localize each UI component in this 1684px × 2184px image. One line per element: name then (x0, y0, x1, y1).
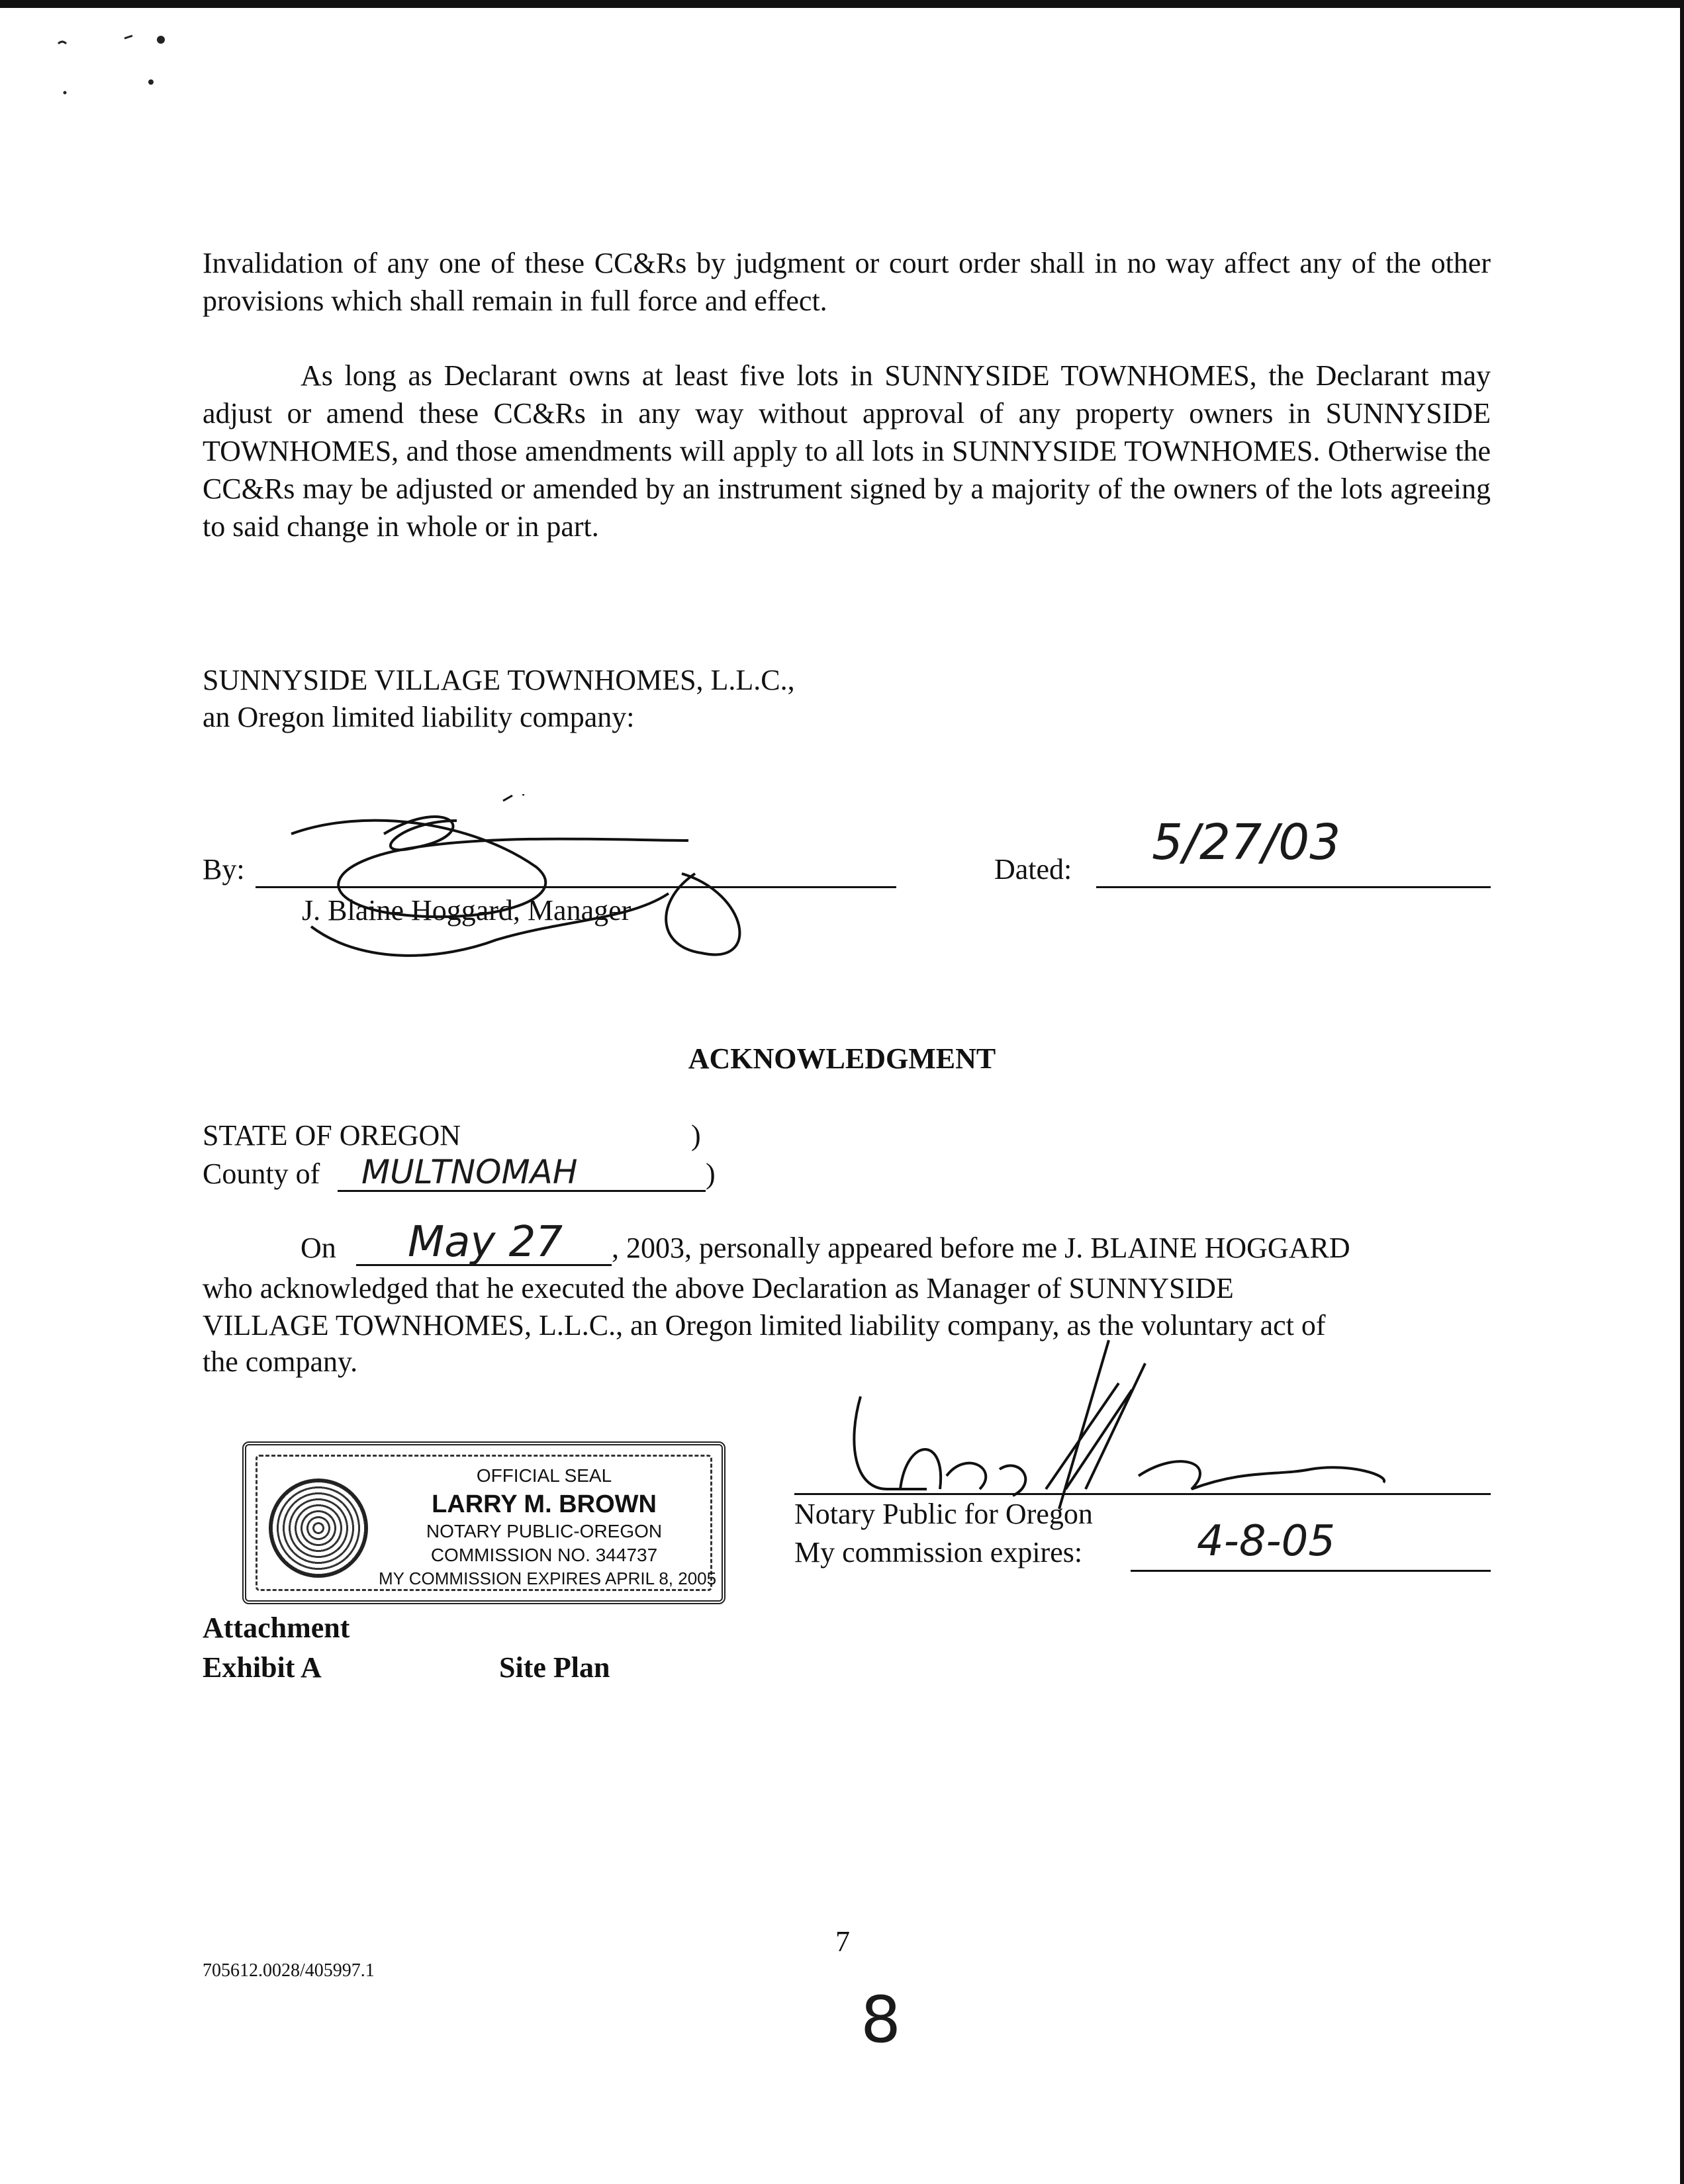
county-paren: ) (706, 1158, 716, 1190)
seal-line-title: NOTARY PUBLIC-OREGON (426, 1521, 663, 1541)
handwritten-page-number: 8 (861, 1983, 902, 2057)
scan-border-top (0, 0, 1684, 8)
dated-value: 5/27/03 (1152, 814, 1341, 871)
on-label: On (301, 1232, 336, 1264)
expires-value: 4-8-05 (1197, 1517, 1336, 1566)
exhibit-title: Site Plan (499, 1651, 610, 1684)
dated-label: Dated: (994, 853, 1072, 886)
ack-body-2: who acknowledged that he executed the above Declaration as Manager of SUNNYSIDE (203, 1272, 1234, 1304)
manager-signature (285, 794, 801, 966)
dated-line (1096, 886, 1491, 888)
expires-line (1131, 1570, 1491, 1572)
company-name: SUNNYSIDE VILLAGE TOWNHOMES, L.L.C., (203, 664, 795, 696)
scan-border-right (1680, 0, 1684, 2184)
attachment-title: Attachment (203, 1612, 350, 1644)
seal-line-commission: COMMISSION NO. 344737 (430, 1545, 658, 1565)
notary-seal (242, 1441, 725, 1604)
invalidation-paragraph: Invalidation of any one of these CC&Rs by judgment or court order shall in no way affect any of the other provisions which shall remain in full force and effect. (203, 247, 1491, 317)
ack-body-3: VILLAGE TOWNHOMES, L.L.C., an Oregon limited liability company, as the voluntary act of (203, 1309, 1326, 1342)
commission-expires-label: My commission expires: (794, 1536, 1083, 1569)
document-id: 705612.0028/405997.1 (203, 1960, 375, 1981)
scan-specks (0, 0, 199, 132)
acknowledgment-heading: ACKNOWLEDGMENT (688, 1042, 996, 1075)
signer-name: J. Blaine Hoggard, Manager (302, 894, 632, 927)
notary-signature-line (794, 1493, 1491, 1495)
notary-signature (847, 1337, 1417, 1509)
state-paren: ) (691, 1119, 701, 1152)
seal-line-expires: MY COMMISSION EXPIRES APRIL 8, 2005 (379, 1569, 717, 1588)
date-value: May 27 (408, 1218, 563, 1267)
seal-line-name: LARRY M. BROWN (432, 1490, 657, 1518)
state-label: STATE OF OREGON (203, 1119, 461, 1152)
amendment-paragraph: As long as Declarant owns at least five lots in SUNNYSIDE TOWNHOMES, the Declarant may adjust or amend these CC&Rs in any way without approval of any property owners in SUNNYSIDE TOWNHOMES, and those amendments will apply to all lots in SUNNYSIDE TOWNHOMES. Otherwise the CC&Rs may be adjusted or amended by an instrument signed by a majority of the owners of the lots agreeing to said change in whole or in part. (203, 359, 1491, 543)
by-label: By: (203, 853, 245, 886)
ack-body-1: , 2003, personally appeared before me J. BLAINE HOGGARD (612, 1232, 1350, 1264)
seal-line-official: OFFICIAL SEAL (476, 1465, 612, 1486)
page-number: 7 (835, 1925, 850, 1958)
company-descriptor: an Oregon limited liability company: (203, 701, 635, 733)
county-value: MULTNOMAH (361, 1153, 578, 1191)
county-label: County of (203, 1158, 320, 1190)
oregon-seal-emblem (269, 1479, 368, 1578)
ack-body-4: the company. (203, 1345, 358, 1378)
notary-public-label: Notary Public for Oregon (794, 1498, 1093, 1530)
exhibit-label: Exhibit A (203, 1651, 322, 1684)
